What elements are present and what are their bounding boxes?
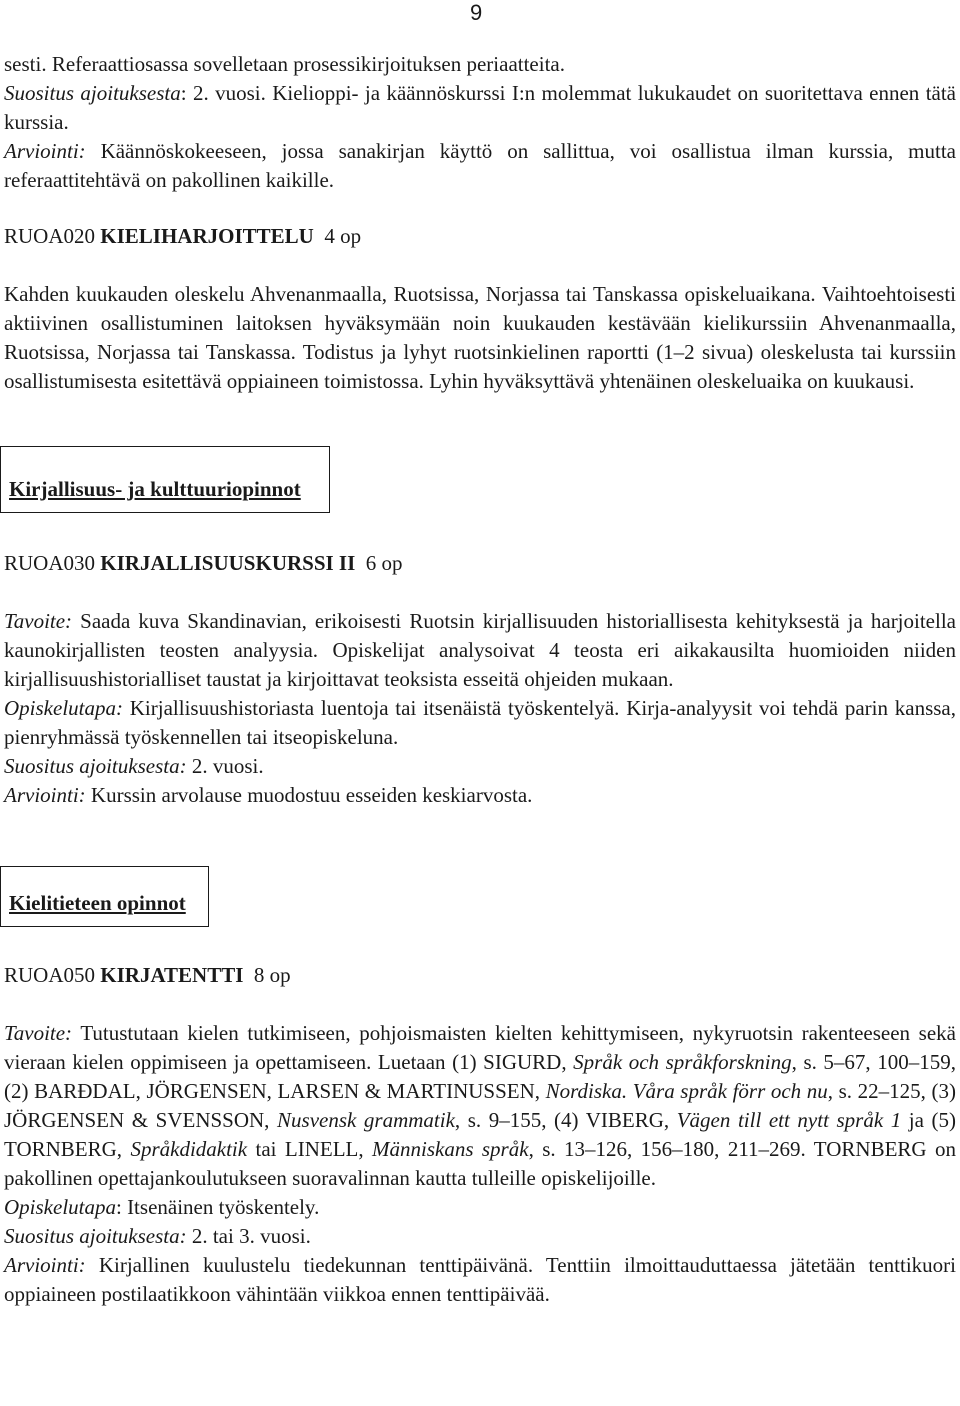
evaluation-label: Arviointi: [4,139,86,163]
goal-label: Tavoite: [4,609,73,633]
page-content [4,50,956,1309]
book-title: Språkdidaktik [130,1137,248,1161]
book-title: Nordiska. Våra språk förr och nu [545,1079,828,1103]
evaluation-text: Kurssin arvolause muodostuu esseiden keskiarvosta. [85,783,533,807]
book-title: Vägen till ett nytt språk 1 [676,1108,902,1132]
intro-paragraph [4,50,956,79]
reading-text: , s. 13–126, 156–180, 211–269. TORNBERG on pakollinen opettajankoulutukseen suoravalinnan kautta tulleille opiskelijoille. [4,1137,956,1190]
recommendation-text: 2. vuosi. [186,754,264,778]
goal-text: Saada kuva Skandinavian, erikoisesti Ruotsin kirjallisuuden historiallisesta kehityksestä ja harjoitella kaunokirjallisten teosten analyysia. Opiskelijat analysoivat 4 teosta eri aikakausilta huomioiden niiden kirjallisuushistorialliset taustat ja kirjoittavat teoksista esseitä ohjeiden mukaan. [4,609,956,691]
method-text: : Itsenäinen työskentely. [115,1195,320,1219]
reading-text: , s. 22–125, (3) JÖRGENSEN & SVENSSON, [4,1079,956,1132]
course-name: KIRJALLISUUSKURSSI II [100,551,356,575]
book-title: Människans språk [372,1137,529,1161]
section-heading-literature: Kirjallisuus- ja kulttuuriopinnot [0,446,330,513]
recommendation-text: : 2. vuosi. Kielioppi- ja käännöskurssi I:n molemmat lukukaudet on suoritettava ennen tätä kurssia. [4,81,957,134]
ruoa050-evaluation [4,1251,956,1309]
evaluation-label: Arviointi: [4,1253,86,1277]
course-credits: 8 op [243,963,291,987]
ruoa030-recommendation [4,752,956,781]
recommendation-label: Suositus ajoituksesta: [4,754,187,778]
ruoa030-evaluation [4,781,956,810]
course-code: RUOA050 [4,963,101,987]
evaluation-text: Kirjallinen kuulustelu tiedekunnan tenttipäivänä. Tenttiin ilmoittauduttaessa jätetään tenttikuori oppiaineen postilaatikkoon vähintään viikkoa ennen tenttipäivää. [4,1253,956,1306]
intro-text: sesti. Referaattiosassa sovelletaan prosessikirjoituksen periaatteita. [4,52,565,76]
ruoa030-method [4,694,956,752]
reading-text: ja (5) TORNBERG, [4,1108,957,1161]
course-title-ruoa020 [4,222,956,251]
book-title: Nusvensk grammatik [277,1108,455,1132]
ruoa050-recommendation [4,1222,956,1251]
intro-recommendation [4,79,956,137]
course-credits: 4 op [313,224,362,248]
method-label: Opiskelutapa [4,1195,116,1219]
recommendation-label: Suositus ajoituksesta [4,81,181,105]
method-label: Opiskelutapa: [4,696,123,720]
course-credits: 6 op [355,551,403,575]
course-title-ruoa050 [4,961,956,990]
goal-label: Tavoite: [4,1021,73,1045]
evaluation-label: Arviointi: [4,783,86,807]
goal-text: Tutustutaan kielen tutkimiseen, pohjoismaisten kielten kehittymiseen, nykyruotsin rakenteeseen sekä vieraan kielen oppimiseen ja opettamiseen. Luetaan (1) SIGURD, [4,1021,956,1074]
evaluation-text: Käännöskokeeseen, jossa sanakirjan käyttö on sallittua, voi osallistua ilman kurssia, mutta referaattitehtävä on pakollinen kaikille. [4,139,956,192]
intro-evaluation [4,137,956,195]
course-code: RUOA020 [4,224,101,248]
reading-text: , s. 5–67, 100–159, (2) BARÐDAL, JÖRGENSEN, LARSEN & MARTINUSSEN, [4,1050,956,1103]
page-number: 9 [470,0,483,25]
section-heading-linguistics: Kielitieteen opinnot [0,866,209,927]
method-text: Kirjallisuushistoriasta luentoja tai itsenäistä työskentelyä. Kirja-analyysit voi tehdä parin kanssa, pienryhmässä työskennellen tai itseopiskeluna. [4,696,956,749]
reading-text: , s. 9–155, (4) VIBERG, [454,1108,677,1132]
reading-text: tai LINELL, [247,1137,372,1161]
course-name: KIRJATENTTI [100,963,244,987]
course-title-ruoa030 [4,549,956,578]
recommendation-text: 2. tai 3. vuosi. [186,1224,311,1248]
course-code: RUOA030 [4,551,101,575]
course-name: KIELIHARJOITTELU [100,224,314,248]
ruoa030-goal [4,607,956,694]
book-title: Språk och språkforskning [573,1050,792,1074]
ruoa050-method [4,1193,956,1222]
ruoa020-body: Kahden kuukauden oleskelu Ahvenanmaalla, Ruotsissa, Norjassa tai Tanskassa opiskeluaikana. Vaihtoehtoisesti aktiivinen osallistuminen laitoksen hyväksymään noin kuukauden kestävään kielikurssiin Ahvenanmaalla, Ruotsissa, Norjassa tai Tanskassa. Todistus ja lyhyt ruotsinkielinen raportti (1–2 sivua) oleskelusta tai kurssiin osallistumisesta esitettävä oppiaineen toimistossa. Lyhin hyväksyttävä yhtenäinen oleskeluaika on kuukausi. [4,282,956,393]
recommendation-label: Suositus ajoituksesta: [4,1224,187,1248]
ruoa050-goal [4,1019,956,1193]
